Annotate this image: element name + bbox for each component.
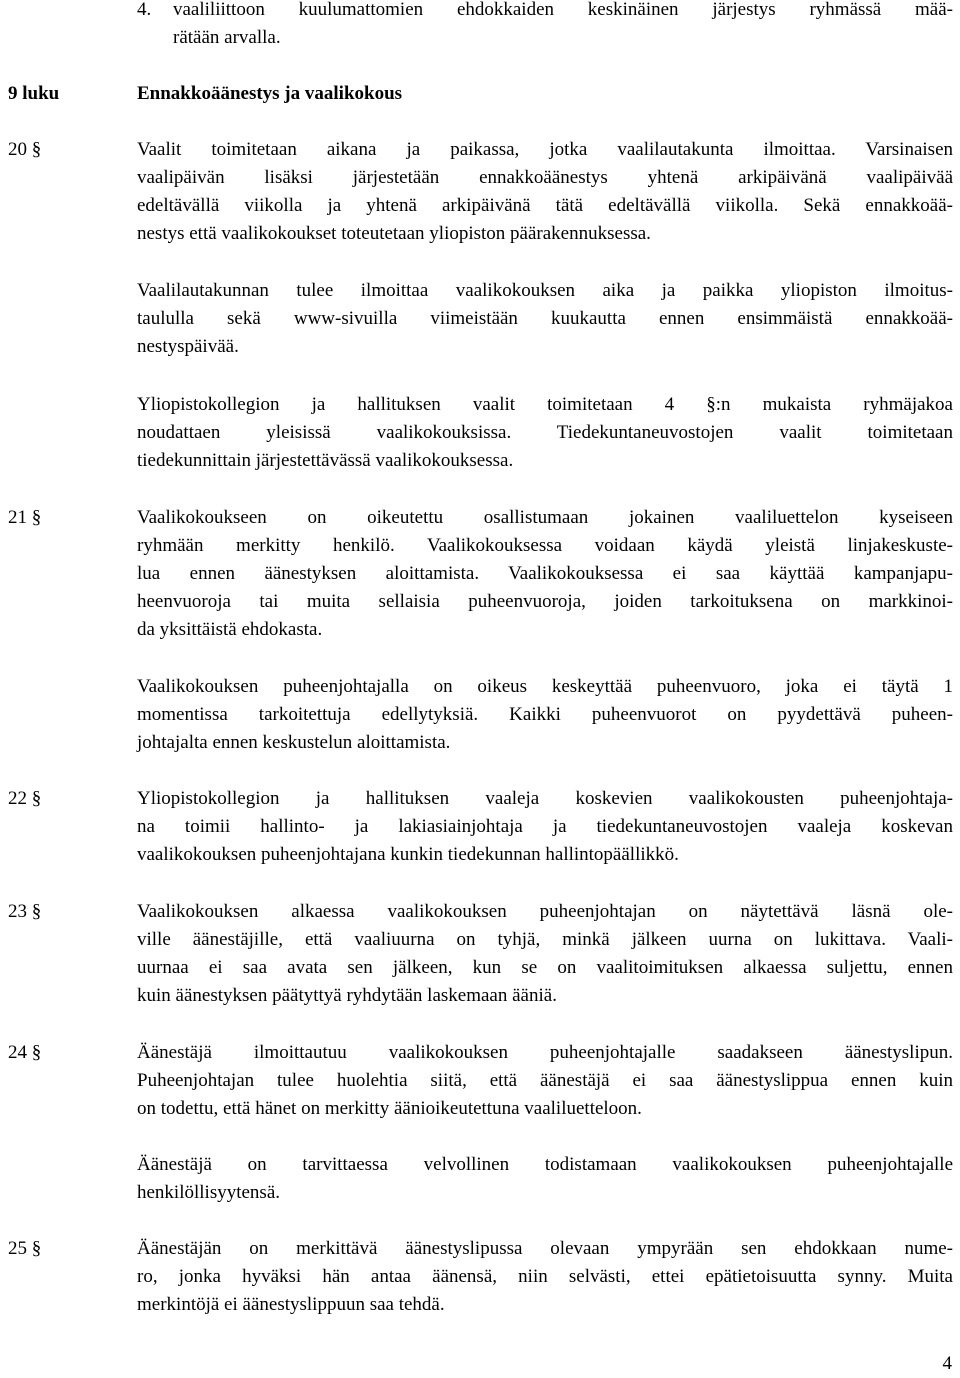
text-line: johtajalta ennen keskustelun aloittamista.	[137, 732, 451, 753]
text-line: edeltävällä viikolla ja yhtenä arkipäivänä tätä edeltävällä viikolla. Sekä ennakkoää-	[137, 195, 953, 216]
section-number: 24 §	[8, 1042, 42, 1063]
text-line: ryhmään merkitty henkilö. Vaalikokouksessa voidaan käydä yleistä linjakeskuste-	[137, 535, 953, 556]
text-line: momentissa tarkoitettuja edellytyksiä. Kaikki puheenvuorot on pyydettävä puheen-	[137, 704, 953, 725]
text-line: Puheenjohtajan tulee huolehtia siitä, että äänestäjä ei saa äänestyslippua ennen kuin	[137, 1070, 953, 1091]
page-number: 4	[942, 1353, 952, 1374]
text-line: Vaalilautakunnan tulee ilmoittaa vaalikokouksen aika ja paikka yliopiston ilmoitus-	[137, 280, 953, 301]
section-number: 21 §	[8, 507, 42, 528]
text-line: heenvuoroja tai muita sellaisia puheenvuoroja, joiden tarkoituksena on markkinoi-	[137, 591, 953, 612]
text-line: ro, jonka hyväksi hän antaa äänensä, niin selvästi, ettei epätietoisuutta synny. Muita	[137, 1266, 953, 1287]
text-line: tiedekunnittain järjestettävässä vaalikokouksessa.	[137, 450, 514, 471]
text-line: vaalikokouksen puheenjohtajana kunkin tiedekunnan hallintopäällikkö.	[137, 844, 679, 865]
text-line: kuin äänestyksen päätyttyä ryhdytään laskemaan ääniä.	[137, 985, 557, 1006]
section-number: 22 §	[8, 788, 42, 809]
text-line: Äänestäjä ilmoittautuu vaalikokouksen puheenjohtajalle saadakseen äänestyslipun.	[137, 1042, 953, 1063]
text-line: rätään arvalla.	[173, 27, 281, 48]
text-line: vaalipäivän lisäksi järjestetään ennakkoäänestys yhtenä arkipäivänä vaalipäivää	[137, 167, 953, 188]
text-line: Yliopistokollegion ja hallituksen vaalit toimitetaan 4 §:n mukaista ryhmäjakoa	[137, 394, 953, 415]
section-number: 23 §	[8, 901, 42, 922]
text-line: na toimii hallinto- ja lakiasiainjohtaja ja tiedekuntaneuvostojen vaaleja koskevan	[137, 816, 953, 837]
text-line: uurnaa ei saa avata sen jälkeen, kun se on vaalitoimituksen alkaessa suljettu, ennen	[137, 957, 953, 978]
text-line: Vaalit toimitetaan aikana ja paikassa, jotka vaalilautakunta ilmoittaa. Varsinaisen	[137, 139, 953, 160]
text-line: merkintöjä ei äänestyslippuun saa tehdä.	[137, 1294, 445, 1315]
text-line: nestys että vaalikokoukset toteutetaan yliopiston päärakennuksessa.	[137, 223, 651, 244]
text-line: Vaalikokoukseen on oikeutettu osallistumaan jokainen vaaliluettelon kyseiseen	[137, 507, 953, 528]
text-line: lua ennen äänestyksen aloittamista. Vaalikokouksessa ei saa käyttää kampanjapu-	[137, 563, 953, 584]
text-line: ville äänestäjille, että vaaliuurna on tyhjä, minkä jälkeen uurna on lukittava. Vaali-	[137, 929, 953, 950]
section-number: 20 §	[8, 139, 42, 160]
text-line: henkilöllisyytensä.	[137, 1182, 281, 1203]
text-line: on todettu, että hänet on merkitty äänioikeutettuna vaaliluetteloon.	[137, 1098, 642, 1119]
text-line: Yliopistokollegion ja hallituksen vaaleja koskevien vaalikokousten puheenjohtaja-	[137, 788, 953, 809]
text-line: da yksittäistä ehdokasta.	[137, 619, 323, 640]
text-line: vaaliliittoon kuulumattomien ehdokkaiden keskinäinen järjestys ryhmässä mää-	[173, 0, 953, 20]
chapter-number: 9 luku	[8, 83, 60, 104]
text-line: Äänestäjä on tarvittaessa velvollinen todistamaan vaalikokouksen puheenjohtajalle	[137, 1154, 953, 1175]
text-line: noudattaen yleisissä vaalikokouksissa. Tiedekuntaneuvostojen vaalit toimitetaan	[137, 422, 953, 443]
text-line: taululla sekä www-sivuilla viimeistään kuukautta ennen ensimmäistä ennakkoää-	[137, 308, 953, 329]
list-item-number: 4.	[137, 0, 152, 20]
text-line: nestyspäivää.	[137, 336, 239, 357]
text-line: Vaalikokouksen alkaessa vaalikokouksen puheenjohtajan on näytettävä läsnä ole-	[137, 901, 953, 922]
chapter-title: Ennakkoäänestys ja vaalikokous	[137, 83, 403, 104]
text-line: Äänestäjän on merkittävä äänestyslipussa olevaan ympyrään sen ehdokkaan nume-	[137, 1238, 953, 1259]
section-number: 25 §	[8, 1238, 42, 1259]
text-line: Vaalikokouksen puheenjohtajalla on oikeus keskeyttää puheenvuoro, joka ei täytä 1	[137, 676, 953, 697]
